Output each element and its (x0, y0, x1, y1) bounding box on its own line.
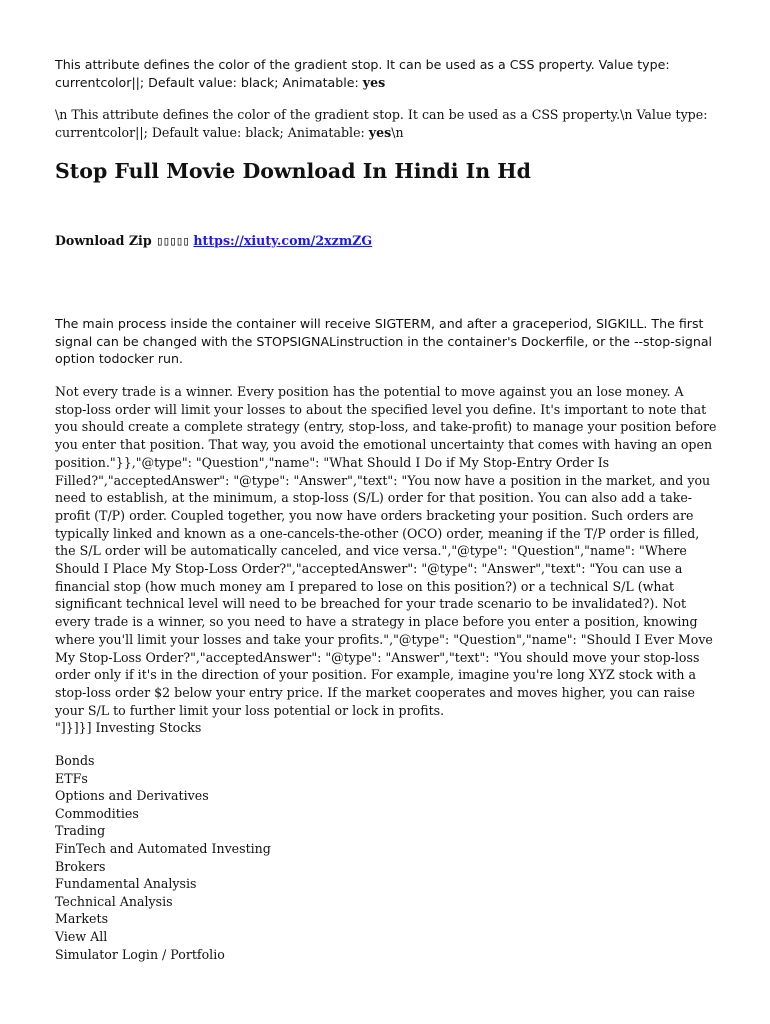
nav-item-etfs[interactable]: ETFs (55, 770, 88, 786)
intro-paragraph-2-bold: yes (368, 124, 392, 140)
download-label: Download Zip (55, 233, 157, 248)
body-paragraph (55, 383, 717, 737)
nav-item-simulator-login[interactable]: Simulator Login / Portfolio (55, 946, 225, 962)
intro-paragraph-2-suffix: \n (391, 124, 404, 140)
page-title: Stop Full Movie Download In Hindi In Hd (55, 159, 531, 183)
nav-item-markets[interactable]: Markets (55, 911, 109, 927)
intro-paragraph-1-text: This attribute defines the color of the gradient stop. It can be used as a CSS property. Value type: currentcolor||; Default value: black; Animatable: (55, 57, 670, 90)
intro-paragraph-1 (55, 56, 717, 91)
intro-paragraph-2 (55, 106, 717, 141)
nav-item-options-and-derivatives[interactable]: Options and Derivatives (55, 788, 209, 804)
nav-item-fintech[interactable]: FinTech and Automated Investing (55, 840, 271, 856)
investing-nav-list (55, 752, 271, 963)
nav-item-fundamental-analysis[interactable]: Fundamental Analysis (55, 876, 197, 892)
download-link[interactable]: https://xiuty.com/2xzmZG (193, 233, 373, 248)
nav-item-trading[interactable]: Trading (55, 823, 106, 839)
intro-paragraph-1-bold: yes (362, 74, 386, 90)
missing-glyph-icon: ▯▯▯▯▯ (156, 233, 189, 248)
nav-item-brokers[interactable]: Brokers (55, 858, 106, 874)
download-line (55, 232, 372, 249)
nav-item-commodities[interactable]: Commodities (55, 805, 139, 821)
body-paragraph-tail: "]}]}] Investing Stocks (55, 720, 202, 736)
nav-item-view-all[interactable]: View All (55, 928, 108, 944)
nav-item-bonds[interactable]: Bonds (55, 753, 95, 768)
intro-paragraph-2-prefix: \n This attribute defines the color of the gradient stop. It can be used as a CSS property.\n Value type: currentcolor||; Default value: black; Animatable: (55, 107, 708, 140)
body-paragraph-text: Not every trade is a winner. Every position has the potential to move against you an lose money. A stop-loss order will limit your losses to about the specified level you define. It's important to note that you should create a complete strategy (entry, stop-loss, and take-profit) to manage your position before you enter that position. That way, you avoid the emotional uncertainty that comes with having an open position."}},"@type": "Question","name": "What Should I Do if My Stop-Entry Order Is Filled?","acceptedAnswer": "@type": "Answer","text": "You now have a position in the market, and you need to establish, at the minimum, a stop-loss (S/L) order for that position. You can also add a take-profit (T/P) order. Coupled together, you now have orders bracketing your position. Such orders are typically linked and known as a one-cancels-the-other (OCO) order, meaning if the T/P order is filled, the S/L order will be automatically canceled, and vice versa.","@type": "Question","name": "Where Should I Place My Stop-Loss Order?","acceptedAnswer": "@type": "Answer","text": "You can use a financial stop (how much money am I prepared to lose on this position?) or a technical S/L (what significant technical level will need to be breached for your trade scenario to be invalidated?). Not every trade is a winner, so you need to have a strategy in place before you enter a position, knowing where you'll limit your losses and take your profits.","@type": "Question","name": "Should I Ever Move My Stop-Loss Order?","acceptedAnswer": "@type": "Answer","text": "You should move your stop-loss order only if it's in the direction of your position. For example, imagine you're long XYZ stock with a stop-loss order $2 below your entry price. If the market cooperates and moves higher, you can raise your S/L to further limit your loss potential or lock in profits. (55, 384, 717, 718)
nav-item-technical-analysis[interactable]: Technical Analysis (55, 893, 173, 909)
sigterm-paragraph: The main process inside the container will receive SIGTERM, and after a graceperiod, SIGKILL. The first signal can be changed with the STOPSIGNALinstruction in the container's Dockerfile, or the --stop-signal option todocker run. (55, 316, 713, 367)
